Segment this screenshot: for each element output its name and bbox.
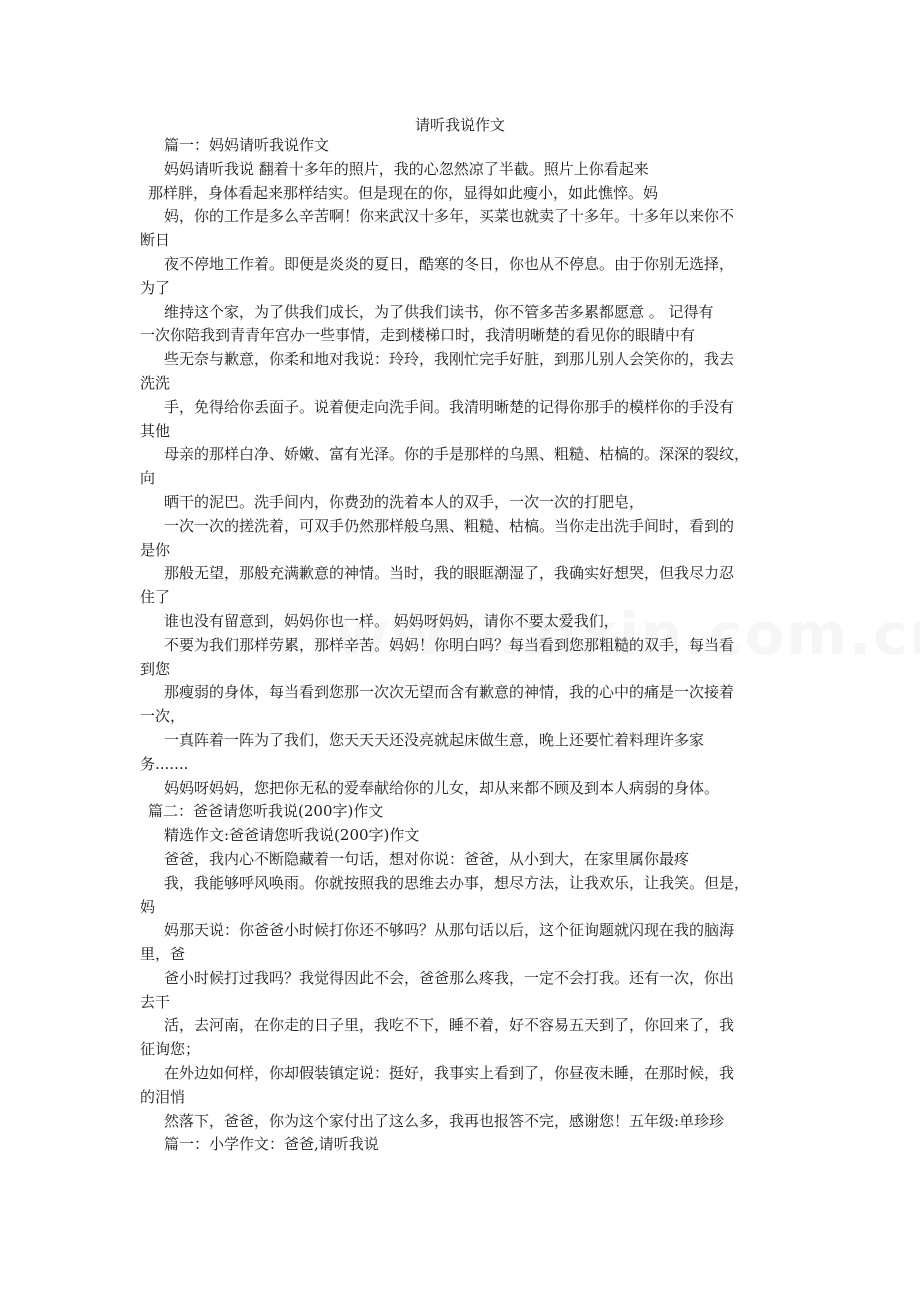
paragraph-line: 一次你陪我到青青年宫办一些事情，走到楼梯口时，我清明晰楚的看见你的眼睛中有 <box>140 326 696 345</box>
paragraph-line: 晒干的泥巴。洗手间内，你费劲的洗着本人的双手，一次一次的打肥皂， <box>164 492 645 511</box>
document-title: 请听我说作文 <box>414 116 505 134</box>
paragraph-line: 妈妈请听我说 翻着十多年的照片，我的心忽然凉了半截。照片上你看起来 <box>164 159 649 178</box>
paragraph-line: 一真阵着一阵为了我们，您天天天还没亮就起床做生意，晚上还要忙着料理许多家 <box>164 730 705 749</box>
paragraph-line: 爸爸，我内心不断隐藏着一句话，想对你说：爸爸，从小到大，在家里属你最疼 <box>164 849 690 868</box>
paragraph-line: 些无奈与歉意，你柔和地对我说：玲玲，我刚忙完手好脏，到那儿别人会笑你的，我去 <box>164 350 735 369</box>
section-heading: 篇一：小学作文：爸爸,请听我说 <box>164 1135 379 1154</box>
paragraph-line: 一次， <box>140 707 186 726</box>
paragraph-line: 那样胖，身体看起来那样结实。但是现在的你，显得如此瘦小，如此憔悴。妈 <box>148 183 659 202</box>
paragraph-line: 妈那天说：你爸爸小时候打你还不够吗？从那句话以后，这个征询题就闪现在我的脑海 <box>164 921 735 940</box>
paragraph-line: 断日 <box>140 231 171 250</box>
paragraph-line: 精选作文:爸爸请您听我说(200字)作文 <box>164 826 420 845</box>
paragraph-line: 为了 <box>140 278 171 297</box>
paragraph-line: 洗洗 <box>140 373 171 392</box>
paragraph-line: 手，免得给你丢面子。说着便走向洗手间。我清明晰楚的记得你那手的模样你的手没有 <box>164 397 735 416</box>
paragraph-line: 母亲的那样白净、娇嫩、富有光泽。你的手是那样的乌黑、粗糙、枯槁的。深深的裂纹， <box>164 445 750 464</box>
paragraph-line: 不要为我们那样劳累，那样辛苦。妈妈！你明白吗？每当看到您那粗糙的双手，每当看 <box>164 635 735 654</box>
paragraph-line: 那瘦弱的身体，每当看到您那一次次无望而含有歉意的神情，我的心中的痛是一次接着 <box>164 683 735 702</box>
paragraph-line: 维持这个家，为了供我们成长，为了供我们读书，你不管多苦多累都愿意 。 记得有 <box>164 302 714 321</box>
document-body <box>140 134 790 1157</box>
paragraph-line: 住了 <box>140 588 171 607</box>
paragraph-line: 的泪悄 <box>140 1087 186 1106</box>
paragraph-line: 征询您； <box>140 1040 201 1059</box>
paragraph-line: 爸小时候打过我吗？我觉得因此不会，爸爸那么疼我，一定不会打我。还有一次，你出 <box>164 968 735 987</box>
paragraph-line: 是你 <box>140 540 171 559</box>
paragraph-line: 其他 <box>140 421 171 440</box>
paragraph-line: 我，我能够呼风唤雨。你就按照我的思维去办事，想尽方法，让我欢乐，让我笑。但是， <box>164 873 750 892</box>
paragraph-line: 那般无望，那般充满歉意的神情。当时，我的眼眶潮湿了，我确实好想哭，但我尽力忍 <box>164 564 735 583</box>
paragraph-line: 妈，你的工作是多么辛苦啊！你来武汉十多年，买菜也就卖了十多年。十多年以来你不 <box>164 207 735 226</box>
paragraph-line: 一次一次的搓洗着，可双手仍然那样般乌黑、粗糙、枯槁。当你走出洗手间时，看到的 <box>164 516 735 535</box>
paragraph-line: 到您 <box>140 659 171 678</box>
paragraph-line: 去干 <box>140 992 171 1011</box>
section-heading: 篇一：妈妈请听我说作文 <box>164 136 330 154</box>
paragraph-line: 夜不停地工作着。即便是炎炎的夏日，酷寒的冬日，你也从不停息。由于你别无选择， <box>164 254 735 273</box>
paragraph-line: 谁也没有留意到，妈妈你也一样。 妈妈呀妈妈，请你不要太爱我们， <box>164 611 619 630</box>
paragraph-line: 妈 <box>140 897 156 916</box>
paragraph-line: 向 <box>140 469 156 488</box>
paragraph-line: 务....... <box>140 754 189 773</box>
paragraph-line: 活，去河南，在你走的日子里，我吃不下，睡不着，好不容易五天到了，你回来了，我 <box>164 1016 735 1035</box>
paragraph-line: 在外边如何样，你却假装镇定说：挺好，我事实上看到了，你昼夜未睡，在那时候，我 <box>164 1064 735 1083</box>
paragraph-line: 里，爸 <box>140 945 186 964</box>
paragraph-line: 妈妈呀妈妈，您把你无私的爱奉献给你的儿女，却从来都不顾及到本人病弱的身体。 <box>164 778 720 797</box>
section-heading: 篇二：爸爸请您听我说(200字)作文 <box>148 802 384 821</box>
paragraph-line: 然落下，爸爸，你为这个家付出了这么多，我再也报答不完，感谢您！五年级:单珍珍 <box>164 1111 725 1130</box>
